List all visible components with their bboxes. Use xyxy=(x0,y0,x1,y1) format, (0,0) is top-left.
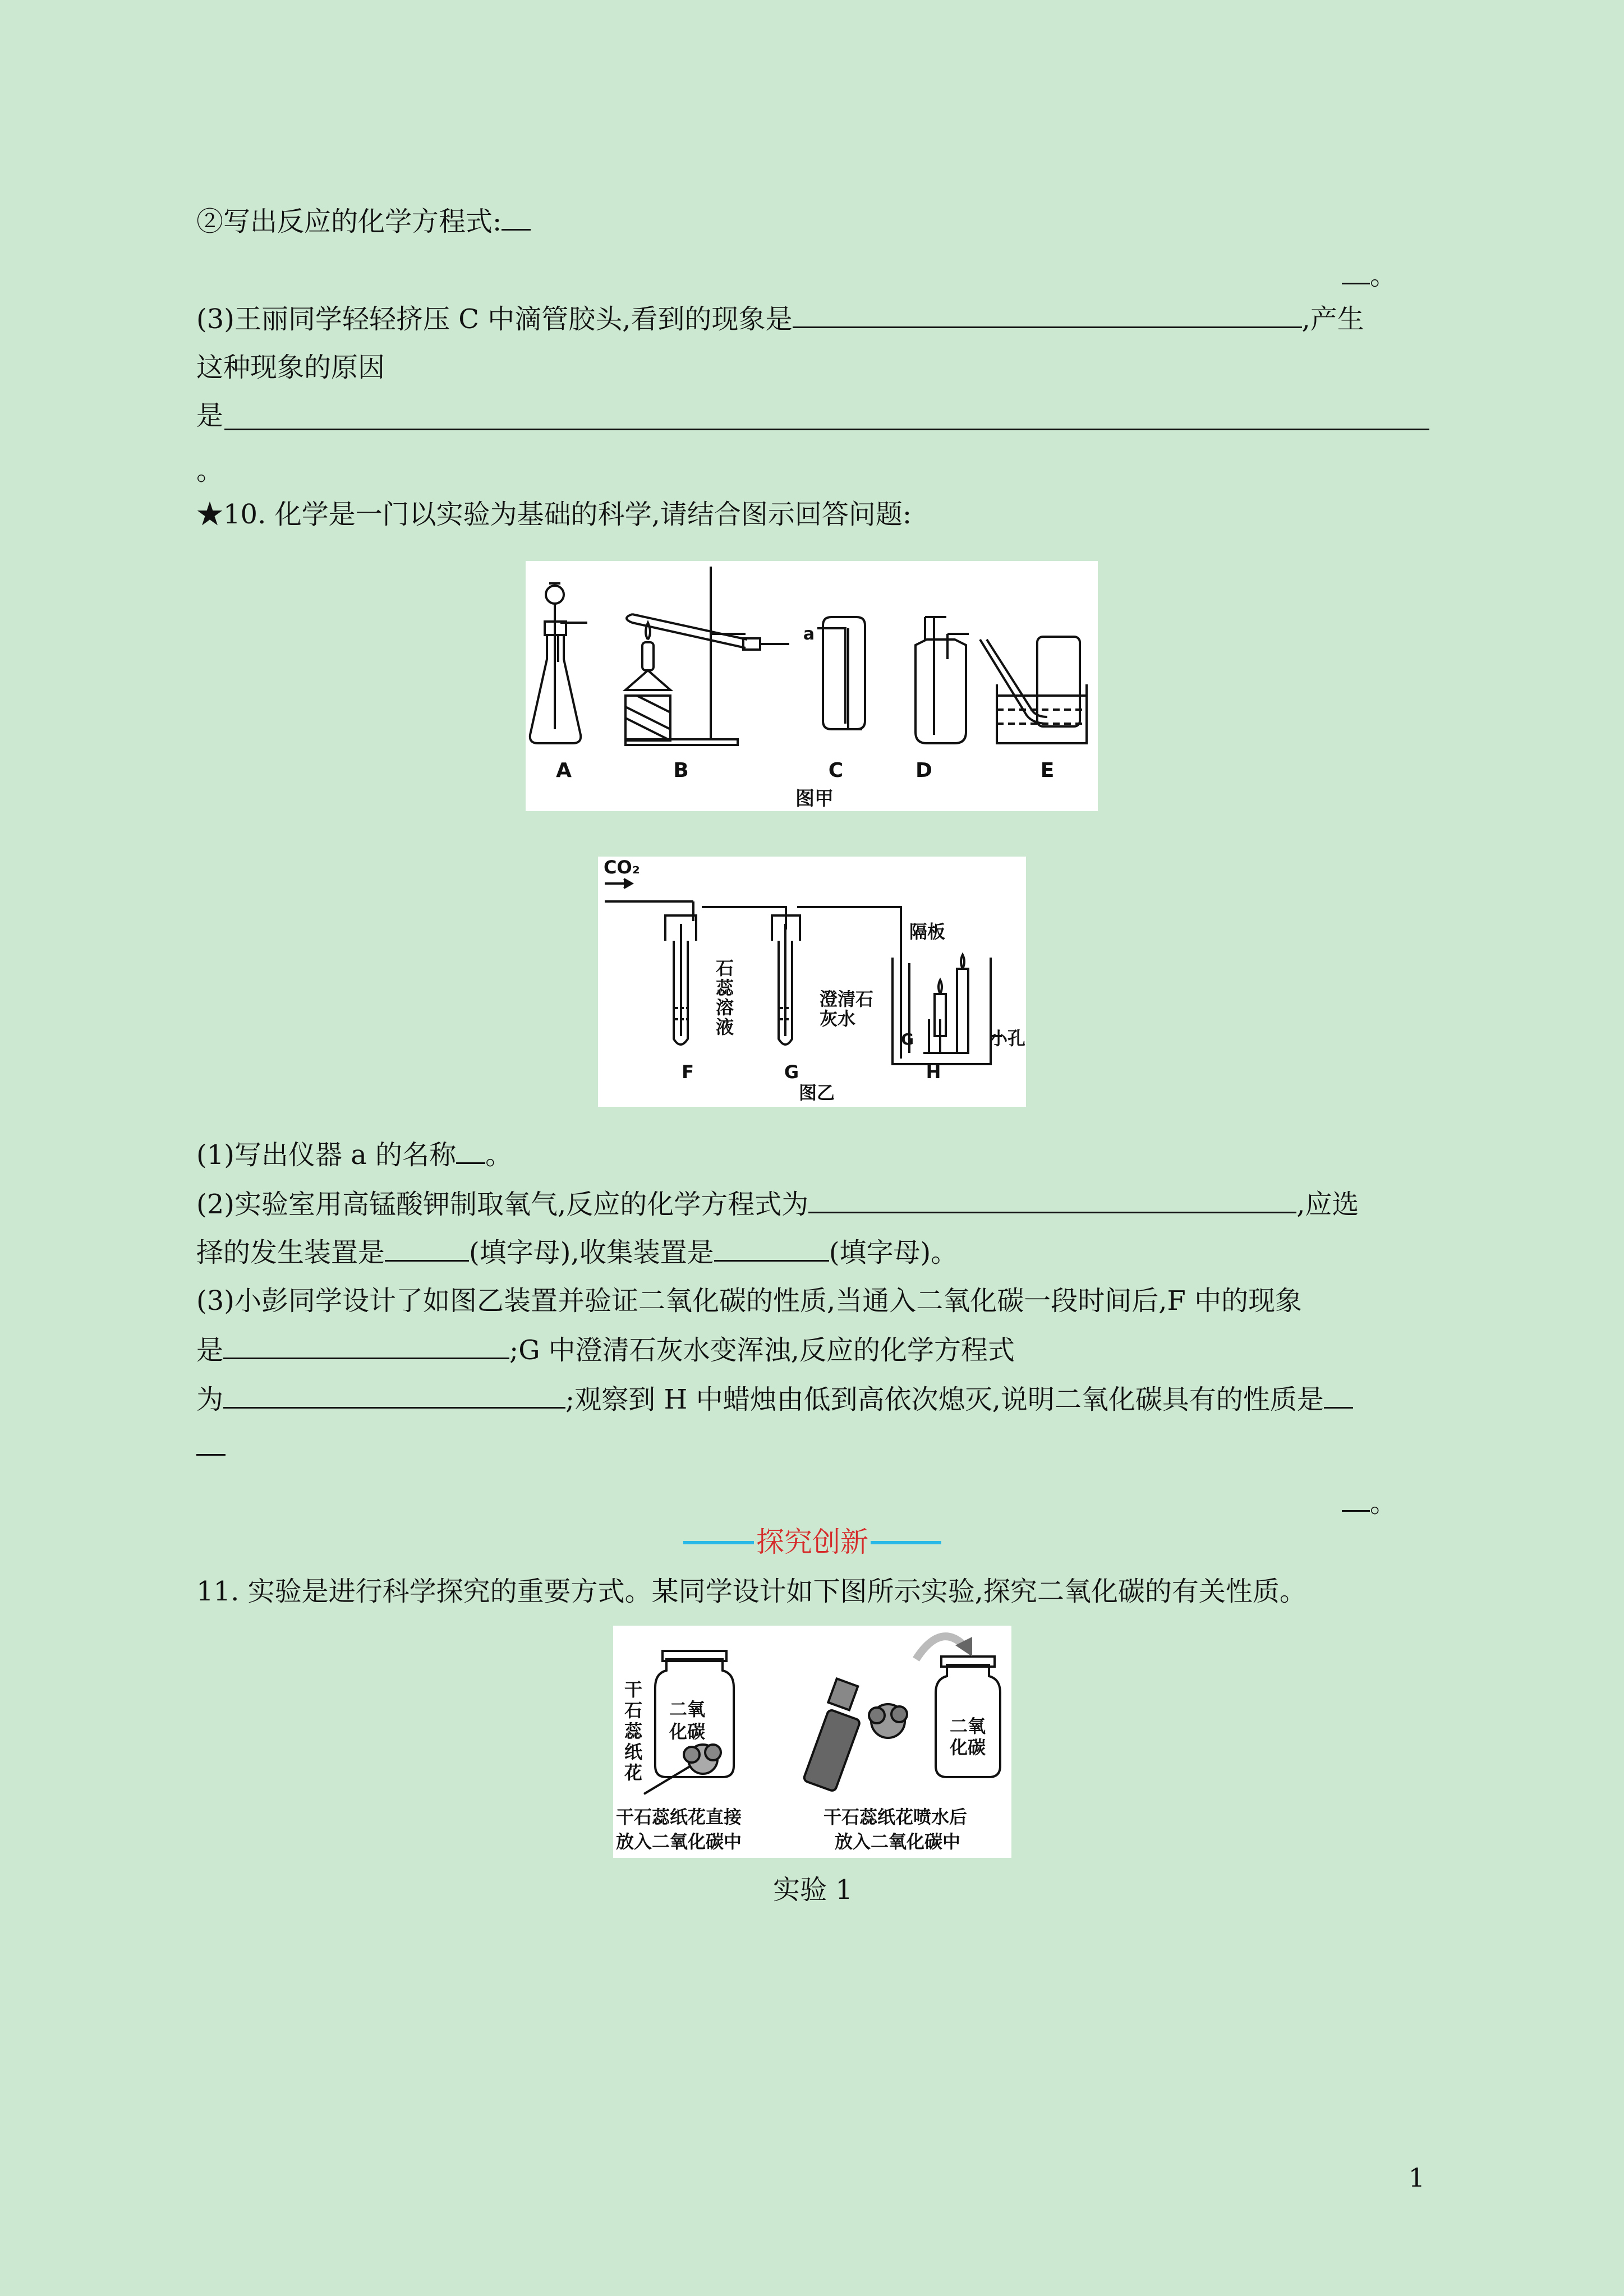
q10-title: ★10. 化学是一门以实验为基础的科学,请结合图示回答问题: xyxy=(196,499,912,530)
reagent-f-1: 石 xyxy=(716,958,734,979)
answer-blank[interactable] xyxy=(793,301,1302,328)
apparatus-d xyxy=(915,617,969,743)
reagent-f-2: 蕊 xyxy=(716,977,734,999)
q9-sub3-end: 。 xyxy=(196,455,224,486)
page-number: 1 xyxy=(1408,2162,1425,2193)
jar1-label-1: 二氧 xyxy=(669,1699,706,1720)
caption-left-2: 放入二氧化碳中 xyxy=(616,1831,742,1852)
apparatus-c xyxy=(817,617,865,729)
reagent-g-1: 澄清石 xyxy=(820,988,874,1010)
apparatus-diagram-jia xyxy=(526,561,1098,811)
period: 。 xyxy=(485,1139,513,1171)
answer-blank[interactable] xyxy=(1324,1381,1353,1409)
answer-blank[interactable] xyxy=(456,1137,485,1164)
label-g-small: G xyxy=(901,1030,914,1048)
reagent-f-4: 液 xyxy=(716,1016,734,1038)
q9-sub2-end-line xyxy=(1342,257,1397,293)
q9-sub3-line3 xyxy=(196,398,223,433)
q10-sub3-text-e: ;观察到 H 中蜡烛由低到高依次熄灭,说明二氧化碳具有的性质是 xyxy=(565,1384,1324,1415)
label-instrument-a: a xyxy=(803,624,815,644)
label-b: B xyxy=(673,759,689,782)
q9-sub3-text-a: (3)王丽同学轻轻挤压 C 中滴管胶头,看到的现象是 xyxy=(196,303,793,335)
answer-blank[interactable] xyxy=(808,1186,1296,1213)
figure-jia xyxy=(526,561,1098,811)
answer-blank[interactable] xyxy=(714,1234,829,1262)
reagent-f-3: 溶 xyxy=(716,997,734,1018)
jar2-label-1: 二氧 xyxy=(950,1715,986,1737)
q10-sub3-line2 xyxy=(196,1332,1015,1368)
apparatus-a xyxy=(530,583,587,743)
label-h: H xyxy=(926,1061,941,1083)
q10-sub2-text-b: ,应选 xyxy=(1296,1189,1359,1220)
q11-figure-caption: 实验 1 xyxy=(773,1874,853,1906)
figure-q11 xyxy=(613,1626,1011,1858)
jar1-label-2: 化碳 xyxy=(669,1721,706,1742)
section-banner xyxy=(683,1525,941,1559)
apparatus-b xyxy=(625,567,789,745)
experiment-diagram xyxy=(613,1626,1011,1858)
answer-blank[interactable] xyxy=(1342,257,1370,284)
q10-sub2-text-d: (填字母),收集装置是 xyxy=(469,1237,714,1268)
label-e: E xyxy=(1040,759,1055,782)
label-c: C xyxy=(828,759,844,782)
caption-right-2: 放入二氧化碳中 xyxy=(835,1831,961,1852)
side-label-5: 花 xyxy=(624,1762,643,1783)
q9-sub3-text-c: 这种现象的原因 xyxy=(196,352,385,383)
hole-label: 小孔 xyxy=(990,1028,1026,1049)
q10-sub2-line1 xyxy=(196,1186,1359,1222)
q9-sub3-text-d: 是 xyxy=(196,400,224,431)
figure-jia-caption: 图甲 xyxy=(795,788,834,810)
apparatus-e xyxy=(980,637,1087,743)
caption-right-1: 干石蕊纸花喷水后 xyxy=(823,1806,968,1828)
section-title: 探究创新 xyxy=(756,1526,868,1558)
jar2-label-2: 化碳 xyxy=(950,1737,986,1758)
side-label-1: 干 xyxy=(624,1679,643,1700)
q9-sub3-line2 xyxy=(196,350,385,385)
answer-blank[interactable] xyxy=(385,1234,469,1262)
q10-sub3-text-a: (3)小彭同学设计了如图乙装置并验证二氧化碳的性质,当通入二氧化碳一段时间后,F 中的现象 xyxy=(196,1285,1303,1317)
figure-yi-caption: 图乙 xyxy=(798,1082,835,1103)
side-label-2: 石 xyxy=(624,1700,643,1721)
label-d: D xyxy=(915,759,932,782)
q10-sub3-end-line xyxy=(1342,1484,1397,1520)
q10-sub2-text-c: 择的发生装置是 xyxy=(196,1237,385,1268)
side-label-3: 蕊 xyxy=(624,1720,643,1742)
q10-sub3-line3 xyxy=(196,1381,1353,1417)
answer-blank[interactable] xyxy=(224,429,1429,430)
co2-label: CO₂ xyxy=(604,857,640,878)
answer-blank[interactable] xyxy=(223,1332,509,1359)
q10-sub3-text-b: 是 xyxy=(196,1335,224,1366)
answer-blank[interactable] xyxy=(196,1454,226,1456)
q9-sub2-line xyxy=(196,203,531,239)
q9-sub3-line1 xyxy=(196,301,1364,337)
q9-sub2-label: ②写出反应的化学方程式: xyxy=(196,206,502,237)
answer-blank[interactable] xyxy=(1342,1484,1370,1512)
caption-left-1: 干石蕊纸花直接 xyxy=(616,1806,742,1828)
label-f: F xyxy=(682,1061,694,1083)
q9-sub3-text-b: ,产生 xyxy=(1301,303,1364,335)
banner-line-left xyxy=(683,1541,754,1544)
apparatus-diagram-yi xyxy=(598,857,1026,1107)
period: 。 xyxy=(1370,1487,1397,1519)
q10-sub1-text: (1)写出仪器 a 的名称 xyxy=(196,1139,457,1171)
reagent-g-2: 灰水 xyxy=(820,1008,856,1029)
figure-yi xyxy=(598,857,1026,1107)
partition-label: 隔板 xyxy=(909,921,946,942)
period: 。 xyxy=(1370,260,1397,291)
q11-title: 11. 实验是进行科学探究的重要方式。某同学设计如下图所示实验,探究二氧化碳的有关性质。 xyxy=(196,1576,1306,1607)
q10-sub2-line2 xyxy=(196,1234,958,1270)
q10-sub3-line1 xyxy=(196,1283,1302,1318)
q10-sub1-line xyxy=(196,1137,512,1172)
q10-sub3-text-c: ;G 中澄清石灰水变浑浊,反应的化学方程式 xyxy=(509,1335,1015,1366)
label-a: A xyxy=(556,759,572,782)
banner-line-right xyxy=(871,1541,941,1544)
q10-sub3-text-d: 为 xyxy=(196,1384,224,1415)
q10-sub2-text-e: (填字母)。 xyxy=(829,1237,958,1268)
side-label-4: 纸 xyxy=(624,1741,643,1763)
answer-blank[interactable] xyxy=(223,1381,565,1409)
answer-blank[interactable] xyxy=(502,203,531,231)
label-g: G xyxy=(784,1061,799,1083)
q10-sub2-text-a: (2)实验室用高锰酸钾制取氧气,反应的化学方程式为 xyxy=(196,1189,809,1220)
